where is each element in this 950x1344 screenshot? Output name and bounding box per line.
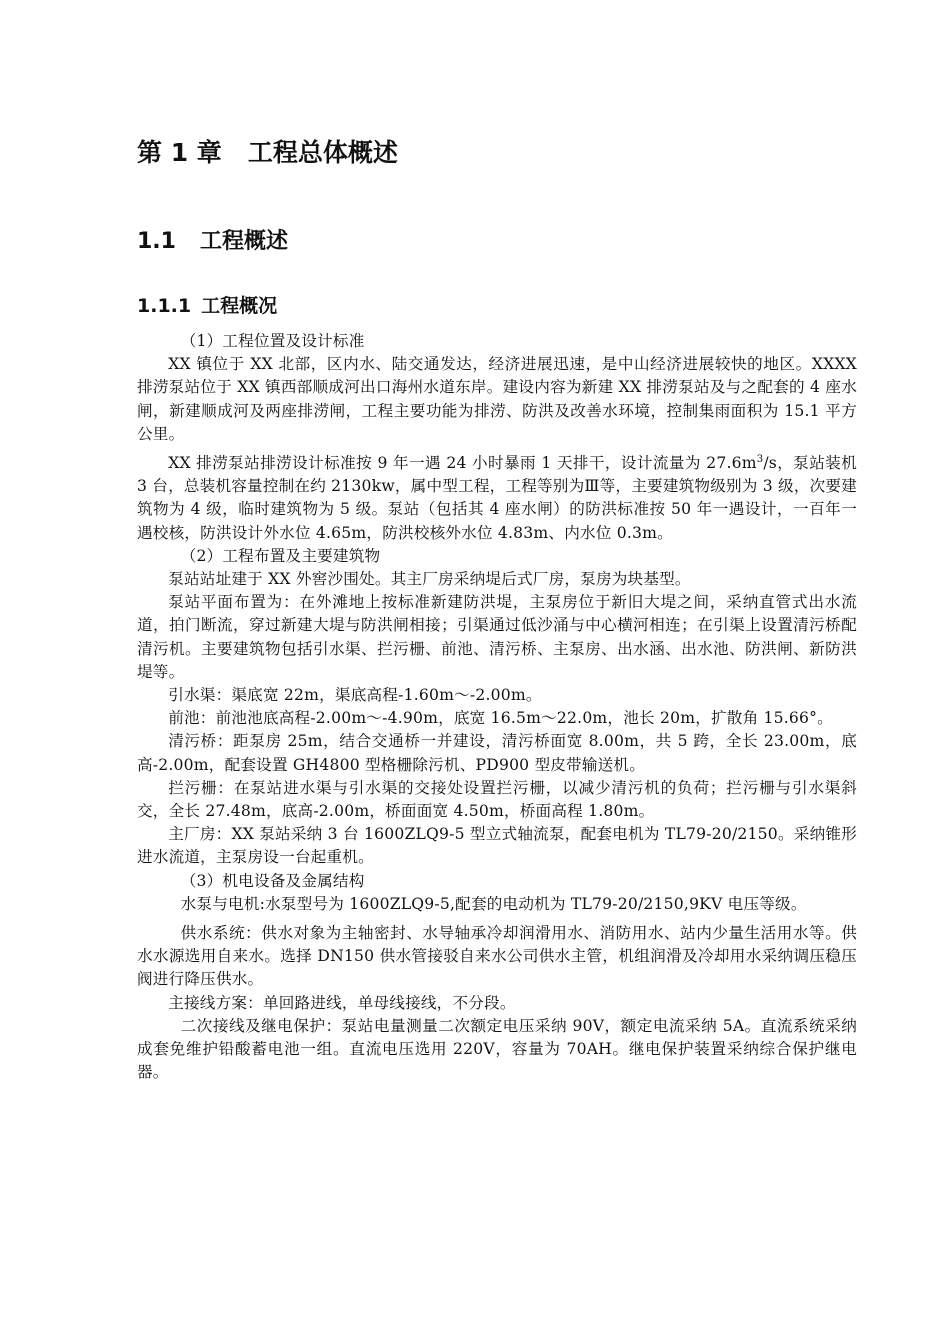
subsection-number: 1.1.1 bbox=[137, 295, 192, 317]
paragraph-pump-motor: 水泵与电机:水泵型号为 1600ZLQ9-5,配套的电动机为 TL79-20/2150,9KV 电压等级。 bbox=[180, 894, 807, 913]
paragraph-location: XX 镇位于 XX 北部，区内水、陆交通发达，经济进展迅速，是中山经济进展较快的地区。XXXX 排涝泵站位于 XX 镇西部顺成河出口海州水道东岸。建设内容为新建 XX 排涝泵站及与之配套的 4 座水闸，新建顺成河及两座排涝闸，工程主要功能为排涝、防洪及改善水环境，控制集雨面积为 15.1 平方公里。 bbox=[137, 355, 857, 443]
paragraph-layout: 泵站平面布置为：在外滩地上按标准新建防洪堤，主泵房位于新旧大堤之间，采纳直管式出水流道，拍门断流，穿过新建大堤与防洪闸相接；引渠通过低沙涌与中心横河相连；在引渠上设置清污桥配清污机。主要建筑物包括引水渠、拦污栅、前池、清污桥、主泵房、出水涵、出水池、防洪闸、新防洪堤等。 bbox=[137, 593, 857, 681]
section-number: 1.1 bbox=[137, 229, 176, 254]
paragraph-intake-canal: 引水渠：渠底宽 22m，渠底高程-1.60m～-2.00m。 bbox=[168, 686, 542, 705]
design-standard-text-a: XX 排涝泵站排涝设计标准按 9 年一遇 24 小时暴雨 1 天排干，设计流量为 27.6m bbox=[168, 454, 757, 473]
paragraph-design-standard bbox=[137, 452, 857, 545]
subsection-heading bbox=[137, 292, 277, 320]
paragraph-main-building: 主厂房：XX 泵站采纳 3 台 1600ZLQ9-5 型立式轴流泵，配套电机为 TL79-20/2150。采纳锥形进水流道，主泵房设一台起重机。 bbox=[137, 825, 857, 867]
subsection-title-text: 工程概况 bbox=[201, 295, 278, 317]
section-heading bbox=[137, 227, 288, 257]
paragraph-site: 泵站站址建于 XX 外窖沙围处。其主厂房采纳堤后式厂房，泵房为块基型。 bbox=[168, 570, 691, 589]
chapter-number: 第 1 章 bbox=[137, 138, 222, 167]
chapter-title-text: 工程总体概述 bbox=[247, 138, 398, 167]
section-title-text: 工程概述 bbox=[199, 229, 288, 254]
document-body bbox=[137, 330, 857, 1085]
paragraph-relay-protection: 二次接线及继电保护：泵站电量测量二次额定电压采纳 90V，额定电流采纳 5A。直流系统采纳成套免维护铅酸蓄电池一组。直流电压选用 220V，容量为 70AH。继电保护装置采纳综合保护继电器。 bbox=[137, 1016, 857, 1082]
paragraph-main-wiring: 主接线方案：单回路进线，单母线接线，不分段。 bbox=[168, 993, 516, 1012]
paragraph-water-supply: 供水系统：供水对象为主轴密封、水导轴承冷却润滑用水、消防用水、站内少量生活用水等。供水水源选用自来水。选择 DN150 供水管接驳自来水公司供水主管，机组润滑及冷却用水采纳调压稳压阀进行降压供水。 bbox=[137, 924, 857, 989]
superscript-3: 3 bbox=[756, 453, 764, 465]
paragraph-trash-rack: 拦污栅：在泵站进水渠与引水渠的交接处设置拦污栅，以减少清污机的负荷；拦污栅与引水渠斜交，全长 27.48m，底高-2.00m，桥面面宽 4.50m，桥面高程 1.80m。 bbox=[137, 778, 857, 821]
paragraph-forebay: 前池：前池池底高程-2.00m～-4.90m，底宽 16.5m～22.0m，池长 20m，扩散角 15.66°。 bbox=[168, 709, 833, 728]
paragraph-cleaning-bridge: 清污桥：距泵房 25m，结合交通桥一并建设，清污桥面宽 8.00m，共 5 跨，全长 23.00m，底高-2.00m，配套设置 GH4800 型格栅除污机、PD900 型皮带输送机。 bbox=[137, 732, 857, 774]
item-heading-3: （3）机电设备及金属结构 bbox=[180, 871, 365, 890]
item-heading-1: （1）工程位置及设计标准 bbox=[180, 332, 365, 350]
chapter-heading bbox=[137, 137, 398, 169]
item-heading-2: （2）工程布置及主要建筑物 bbox=[180, 546, 381, 565]
design-standard-text-b: /s，泵站装机 3 台，总装机容量控制在约 2130kw，属中型工程，工程等别为Ⅲ等，主要建筑物级别为 3 级，次要建筑物为 4 级，临时建筑物为 5 级。泵站（包括其 4 座水闸）的防洪标准按 50 年一遇设计，一百年一遇校核，防洪设计外水位 4.65m，防洪校核外水位 4.83m、内水位 0.3m。 bbox=[137, 454, 857, 542]
